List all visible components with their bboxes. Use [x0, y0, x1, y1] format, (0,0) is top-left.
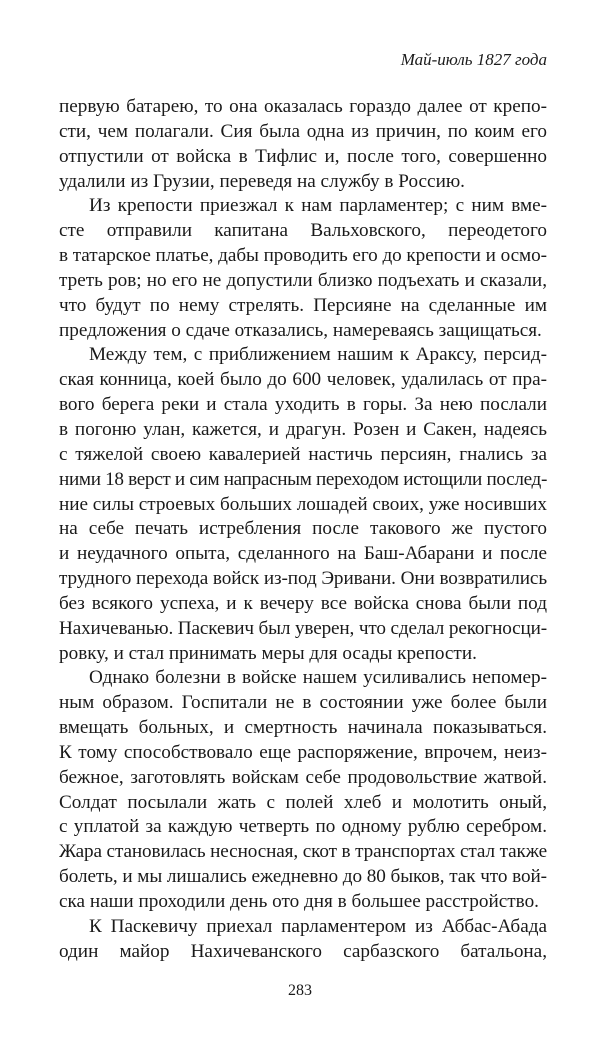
text-line: бежное, заготовлять войскам себе продовольствие жатвой. — [59, 766, 547, 788]
text-line: предложения о сдаче отказались, намереваясь защищаться. — [59, 319, 542, 341]
text-line: удалили из Грузии, переведя на службу в Россию. — [59, 170, 465, 192]
text-line: ровку, и стал принимать меры для осады крепости. — [59, 642, 477, 664]
text-line: что будут по нему стрелять. Персияне на сделанные им — [59, 294, 547, 316]
text-line: с уплатой за каждую четверть по одному рублю серебром. — [59, 816, 547, 838]
page-number: 283 — [288, 982, 312, 999]
text-line: первую батарею, то она оказалась гораздо далее от крепо- — [59, 96, 547, 117]
text-line: сти, чем полагали. Сия была одна из причин, по коим его — [59, 120, 547, 142]
text-line: с тяжелой своею кавалерией настичь персиян, гнались за — [59, 443, 547, 465]
text-line: трудного перехода войск из-под Эривани. Они возвратились — [59, 568, 547, 590]
running-head: Май-июль 1827 года — [400, 50, 547, 69]
text-line: в погоню улан, кажется, и драгун. Розен и Сакен, надеясь — [59, 418, 547, 440]
text-line: ская конница, коей было до 600 человек, удалилась от пра- — [59, 369, 547, 391]
text-line: Между тем, с приближением нашим к Араксу, персид- — [89, 344, 547, 366]
text-line: вого берега реки и стала уходить в горы. За нею послали — [59, 394, 547, 416]
text-line: отпустили от войска в Тифлис и, после того, совершенно — [59, 145, 547, 167]
text-line: Солдат посылали жать с полей хлеб и молотить оный, — [59, 791, 547, 813]
text-line: и неудачного опыта, сделанного на Баш-Абарани и после — [59, 543, 547, 565]
text-line: треть ров; но его не допустили близко подъехать и сказали, — [59, 269, 547, 291]
text-line: вмещать больных, и смертность начинала показываться. — [59, 717, 547, 739]
text-line: в татарское платье, дабы проводить его до крепости и осмо- — [59, 245, 547, 267]
text-line: Нахичеванью. Паскевич был уверен, что сделал рекогносци- — [59, 617, 547, 639]
text-line: Из крепости приезжал к нам парламентер; с ним вме- — [89, 195, 547, 217]
text-line: Однако болезни в войске нашем усиливались непомер- — [89, 667, 547, 689]
text-line: ным образом. Госпитали не в состоянии уже более были — [59, 692, 547, 714]
text-line: сте отправили капитана Вальховского, переодетого — [59, 220, 547, 242]
text-line: ними 18 верст и сим напрасным переходом истощили послед- — [59, 468, 548, 490]
body-text — [59, 95, 547, 965]
text-line: Жара становилась несносная, скот в транспортах стал также — [59, 841, 547, 863]
text-line: ние силы строевых больших лошадей своих, уже носивших — [59, 493, 547, 515]
text-line: ска наши проходили день ото дня в большее расстройство. — [59, 891, 539, 912]
text-line: на себе печать истребления после такового же пустого — [59, 518, 547, 540]
text-line: без всякого успеха, и к вечеру все войска снова были под — [59, 592, 547, 614]
text-line: К Паскевичу приехал парламентером из Аббас-Абада — [89, 915, 547, 937]
text-line: один майор Нахичеванского сарбазского батальона, — [59, 940, 547, 962]
text-line: К тому способствовало еще распоряжение, впрочем, неиз- — [59, 741, 547, 763]
text-line: болеть, и мы лишались ежедневно до 80 быков, так что вой- — [59, 866, 547, 888]
